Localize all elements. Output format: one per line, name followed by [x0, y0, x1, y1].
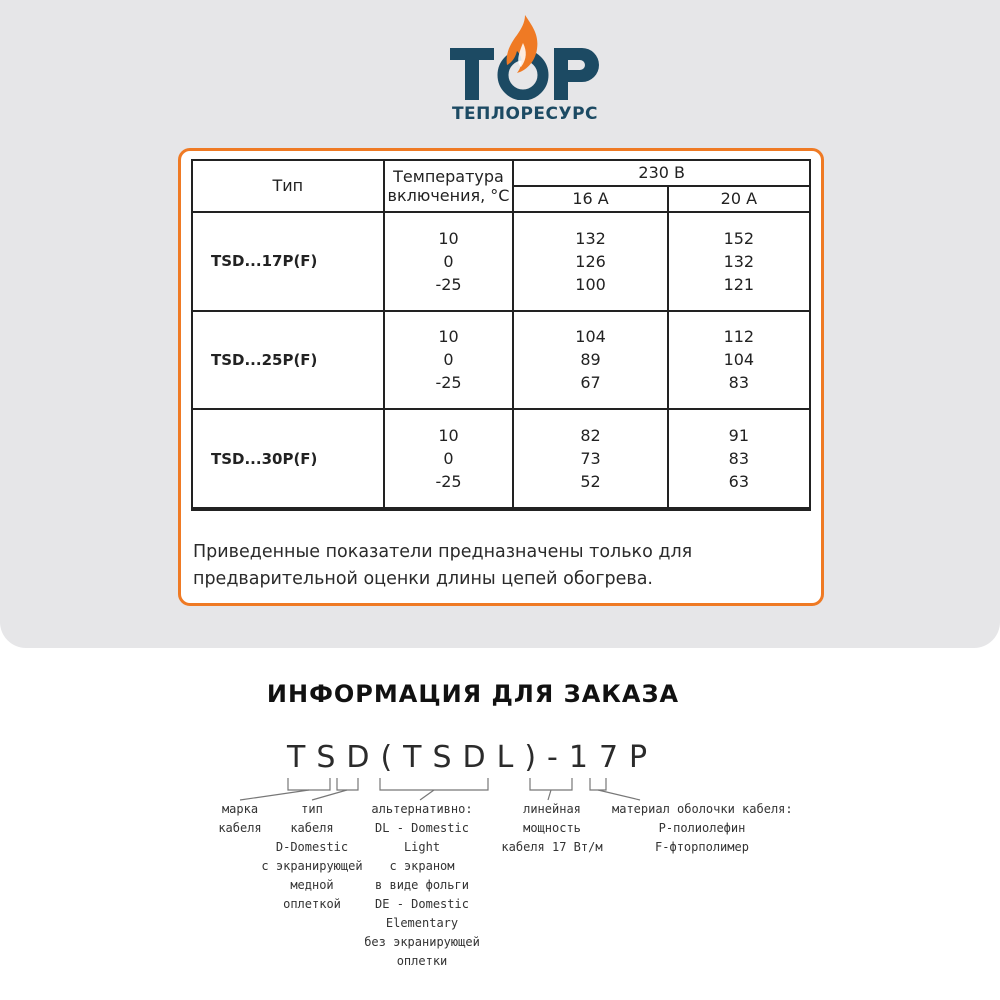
company-logo — [440, 12, 610, 122]
temp-value: -25 — [435, 274, 462, 294]
length-16a-values — [513, 409, 667, 508]
length-value: 121 — [723, 274, 755, 294]
table-bottom-rule — [191, 509, 811, 511]
label-linear-power: линейная мощность кабеля 17 Вт/м — [501, 802, 603, 854]
table-row — [192, 311, 810, 410]
length-value: 83 — [728, 373, 750, 393]
length-value: 126 — [575, 251, 606, 271]
length-value: 104 — [723, 350, 755, 370]
spec-card — [178, 148, 824, 606]
label-brand: марка кабеля — [218, 802, 262, 835]
length-value: 112 — [723, 327, 755, 347]
note-line-2: предварительной оценки длины цепей обогрева. — [193, 569, 653, 589]
length-value: 83 — [728, 449, 750, 469]
length-value: 132 — [575, 228, 606, 248]
label-alternative: альтернативно: DL - Domestic Light с экраном в виде фольги DE - Domestic Elementary без экранирующей оплетки — [364, 802, 480, 968]
length-value: 89 — [580, 350, 601, 370]
length-value: 152 — [723, 228, 755, 248]
temp-value: -25 — [435, 373, 462, 393]
length-value: 132 — [723, 251, 755, 271]
length-value: 52 — [580, 472, 601, 492]
table-row — [192, 409, 810, 508]
length-16a-values — [513, 311, 667, 410]
length-20a-values — [668, 212, 810, 311]
temp-value: -25 — [435, 472, 462, 492]
spec-table — [191, 159, 811, 509]
temp-value: 10 — [438, 327, 459, 347]
header-amp-16: 16 А — [513, 186, 667, 212]
length-value: 104 — [575, 327, 606, 347]
header-temperature — [384, 160, 514, 212]
temperature-values — [384, 409, 514, 508]
length-value: 82 — [580, 426, 601, 446]
temp-value: 10 — [438, 228, 459, 248]
header-type: Тип — [192, 160, 384, 212]
length-value: 100 — [575, 274, 606, 294]
order-code: TSD(TSDL)-17P — [287, 740, 659, 775]
temp-value: 0 — [443, 251, 454, 271]
length-value: 63 — [728, 472, 750, 492]
header-voltage: 230 В — [513, 160, 810, 186]
cable-type: TSD...17P(F) — [192, 212, 384, 311]
length-20a-values — [668, 311, 810, 410]
temp-value: 0 — [443, 350, 454, 370]
logo-company-name: ТЕПЛОРЕСУРС — [451, 104, 599, 124]
header-temperature-line1: Температура — [393, 166, 504, 186]
disclaimer-note — [193, 539, 803, 593]
length-value: 73 — [580, 449, 601, 469]
cable-type: TSD...30P(F) — [192, 409, 384, 508]
temp-value: 0 — [443, 449, 454, 469]
header-amp-20: 20 А — [668, 186, 810, 212]
length-20a-values — [668, 409, 810, 508]
table-row — [192, 212, 810, 311]
length-16a-values — [513, 212, 667, 311]
length-value: 67 — [580, 373, 601, 393]
length-value: 91 — [728, 426, 750, 446]
label-sheath-material: материал оболочки кабеля: Р-полиолефин F-фторполимер — [612, 802, 793, 854]
order-info-title: ИНФОРМАЦИЯ ДЛЯ ЗАКАЗА — [266, 680, 680, 708]
temperature-values — [384, 311, 514, 410]
note-line-1: Приведенные показатели предназначены только для — [193, 542, 693, 562]
header-temperature-line2: включения, °С — [387, 185, 510, 205]
temp-value: 10 — [438, 426, 459, 446]
cable-type: TSD...25P(F) — [192, 311, 384, 410]
temperature-values — [384, 212, 514, 311]
label-cable-type: тип кабеля D-Domestic с экранирующей медной оплеткой — [261, 802, 363, 911]
flame-icon — [503, 12, 543, 74]
